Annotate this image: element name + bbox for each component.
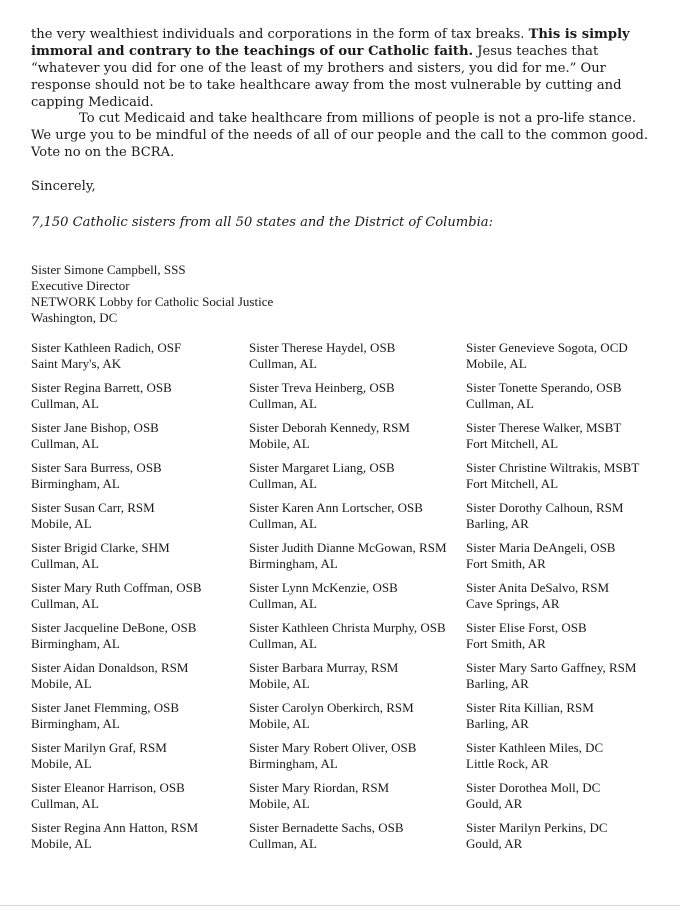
signer-entry [466,660,676,692]
paragraph-pro-life: To cut Medicaid and take healthcare from millions of people is not a pro-life stance. We urge you to be mindful of the needs of all of our people and the call to the common good. Vote no on the BCRA. [31,111,649,160]
paragraph-tax-breaks [31,26,653,111]
signer-name: Sister Regina Ann Hatton, RSM [31,820,199,835]
signer-name: Sister Carolyn Oberkirch, RSM [249,700,414,715]
signer-entry [249,580,459,612]
signer-location: Mobile, AL [31,676,92,691]
signer-entry [31,540,241,572]
signer-name: Sister Bernadette Sachs, OSB [249,820,404,835]
signer-location: Birmingham, AL [31,636,120,651]
signer-location: Birmingham, AL [249,756,338,771]
signer-name: Sister Deborah Kennedy, RSM [249,420,410,435]
signer-entry [31,500,241,532]
signer-name: Sister Kathleen Miles, DC [466,740,604,755]
signer-location: Little Rock, AR [466,756,549,771]
signer-entry [466,700,676,732]
lead-signer-name: Sister Simone Campbell, SSS [31,262,186,277]
signer-location: Cullman, AL [31,596,99,611]
signer-name: Sister Eleanor Harrison, OSB [31,780,185,795]
signer-location: Mobile, AL [249,436,310,451]
signer-name: Sister Margaret Liang, OSB [249,460,395,475]
signer-entry [31,420,241,452]
signer-entry [31,660,241,692]
signer-entry [31,620,241,652]
signer-location: Mobile, AL [249,676,310,691]
signer-location: Fort Mitchell, AL [466,476,559,491]
signer-name: Sister Dorothy Calhoun, RSM [466,500,624,515]
signer-location: Birmingham, AL [249,556,338,571]
signer-entry [31,740,241,772]
signer-name: Sister Rita Killian, RSM [466,700,594,715]
signer-location: Cullman, AL [31,436,99,451]
signer-entry [466,740,676,772]
signer-name: Sister Kathleen Christa Murphy, OSB [249,620,446,635]
signer-name: Sister Judith Dianne McGowan, RSM [249,540,447,555]
signer-location: Saint Mary's, AK [31,356,122,371]
signer-location: Gould, AR [466,836,523,851]
signer-name: Sister Mary Riordan, RSM [249,780,390,795]
signer-name: Sister Susan Carr, RSM [31,500,155,515]
signer-name: Sister Kathleen Radich, OSF [31,340,182,355]
signer-location: Cave Springs, AR [466,596,560,611]
signer-entry [249,620,459,652]
closing-salutation: Sincerely, [31,179,96,194]
signer-entry [31,820,241,852]
signer-location: Cullman, AL [249,836,317,851]
bold-statement: This is simply immoral and contrary to the teachings of our Catholic faith. [31,27,630,59]
signer-location: Cullman, AL [249,356,317,371]
signer-location: Fort Smith, AR [466,556,546,571]
signer-name: Sister Elise Forst, OSB [466,620,587,635]
signer-name: Sister Sara Burress, OSB [31,460,162,475]
signer-location: Mobile, AL [31,516,92,531]
signer-entry [249,820,459,852]
signers-column-1 [31,340,241,860]
signer-location: Mobile, AL [31,756,92,771]
signer-name: Sister Jacqueline DeBone, OSB [31,620,197,635]
signer-entry [466,540,676,572]
signer-name: Sister Regina Barrett, OSB [31,380,172,395]
signer-name: Sister Maria DeAngeli, OSB [466,540,616,555]
signer-name: Sister Janet Flemming, OSB [31,700,180,715]
signer-location: Cullman, AL [31,396,99,411]
signer-entry [249,420,459,452]
signer-location: Cullman, AL [31,556,99,571]
signer-name: Sister Mary Sarto Gaffney, RSM [466,660,637,675]
lead-signer-title: Executive Director [31,278,130,293]
signer-location: Cullman, AL [466,396,534,411]
lead-signer-org: NETWORK Lobby for Catholic Social Justice [31,294,274,309]
signer-name: Sister Therese Walker, MSBT [466,420,622,435]
signer-entry [466,420,676,452]
signers-intro: 7,150 Catholic sisters from all 50 states and the District of Columbia: [31,215,493,230]
signer-entry [466,460,676,492]
signers-column-2 [249,340,459,860]
signer-entry [466,780,676,812]
signer-name: Sister Brigid Clarke, SHM [31,540,170,555]
signer-location: Fort Smith, AR [466,636,546,651]
signer-entry [31,460,241,492]
signer-location: Gould, AR [466,796,523,811]
signer-name: Sister Karen Ann Lortscher, OSB [249,500,423,515]
signer-location: Birmingham, AL [31,716,120,731]
signer-entry [466,500,676,532]
signer-entry [31,780,241,812]
signer-name: Sister Treva Heinberg, OSB [249,380,395,395]
signer-name: Sister Dorothea Moll, DC [466,780,601,795]
signer-name: Sister Jane Bishop, OSB [31,420,159,435]
signer-location: Mobile, AL [249,796,310,811]
signer-location: Barling, AR [466,716,529,731]
signer-entry [31,700,241,732]
signer-entry [249,780,459,812]
signer-entry [31,580,241,612]
signer-name: Sister Marilyn Perkins, DC [466,820,608,835]
signer-location: Barling, AR [466,676,529,691]
signer-name: Sister Anita DeSalvo, RSM [466,580,610,595]
signer-entry [31,380,241,412]
signer-entry [466,380,676,412]
signer-entry [466,620,676,652]
signer-entry [249,660,459,692]
signer-location: Cullman, AL [249,636,317,651]
signer-location: Mobile, AL [466,356,527,371]
signer-entry [31,340,241,372]
signer-name: Sister Barbara Murray, RSM [249,660,399,675]
signer-entry [466,820,676,852]
signer-location: Cullman, AL [249,596,317,611]
signer-name: Sister Mary Robert Oliver, OSB [249,740,417,755]
signer-location: Cullman, AL [249,396,317,411]
signer-location: Barling, AR [466,516,529,531]
signer-name: Sister Genevieve Sogota, OCD [466,340,628,355]
signer-location: Cullman, AL [31,796,99,811]
signer-entry [249,340,459,372]
signer-entry [249,540,459,572]
signer-entry [249,740,459,772]
signer-location: Mobile, AL [249,716,310,731]
paragraph-text: the very wealthiest individuals and corporations in the form of tax breaks. [31,27,529,42]
signer-entry [249,500,459,532]
page-bottom-rule [0,905,680,906]
signer-location: Cullman, AL [249,476,317,491]
signer-location: Mobile, AL [31,836,92,851]
lead-signer [31,262,273,326]
signer-location: Cullman, AL [249,516,317,531]
signer-entry [466,340,676,372]
signer-entry [249,460,459,492]
signer-location: Fort Mitchell, AL [466,436,559,451]
signer-entry [466,580,676,612]
signer-name: Sister Mary Ruth Coffman, OSB [31,580,202,595]
signer-location: Birmingham, AL [31,476,120,491]
signer-name: Sister Therese Haydel, OSB [249,340,396,355]
signer-name: Sister Aidan Donaldson, RSM [31,660,189,675]
signers-column-3 [466,340,676,860]
signer-name: Sister Marilyn Graf, RSM [31,740,167,755]
paragraph-text: Jesus teaches that “whatever you did for one of the least of my brothers and sisters, you did for me.” Our response should not be to take healthcare away from the most vulnerable by cutting and capping Medicaid. [31,44,622,110]
signer-entry [249,380,459,412]
signer-entry [249,700,459,732]
signer-name: Sister Christine Wiltrakis, MSBT [466,460,640,475]
signer-name: Sister Lynn McKenzie, OSB [249,580,398,595]
signer-name: Sister Tonette Sperando, OSB [466,380,622,395]
lead-signer-location: Washington, DC [31,310,118,325]
